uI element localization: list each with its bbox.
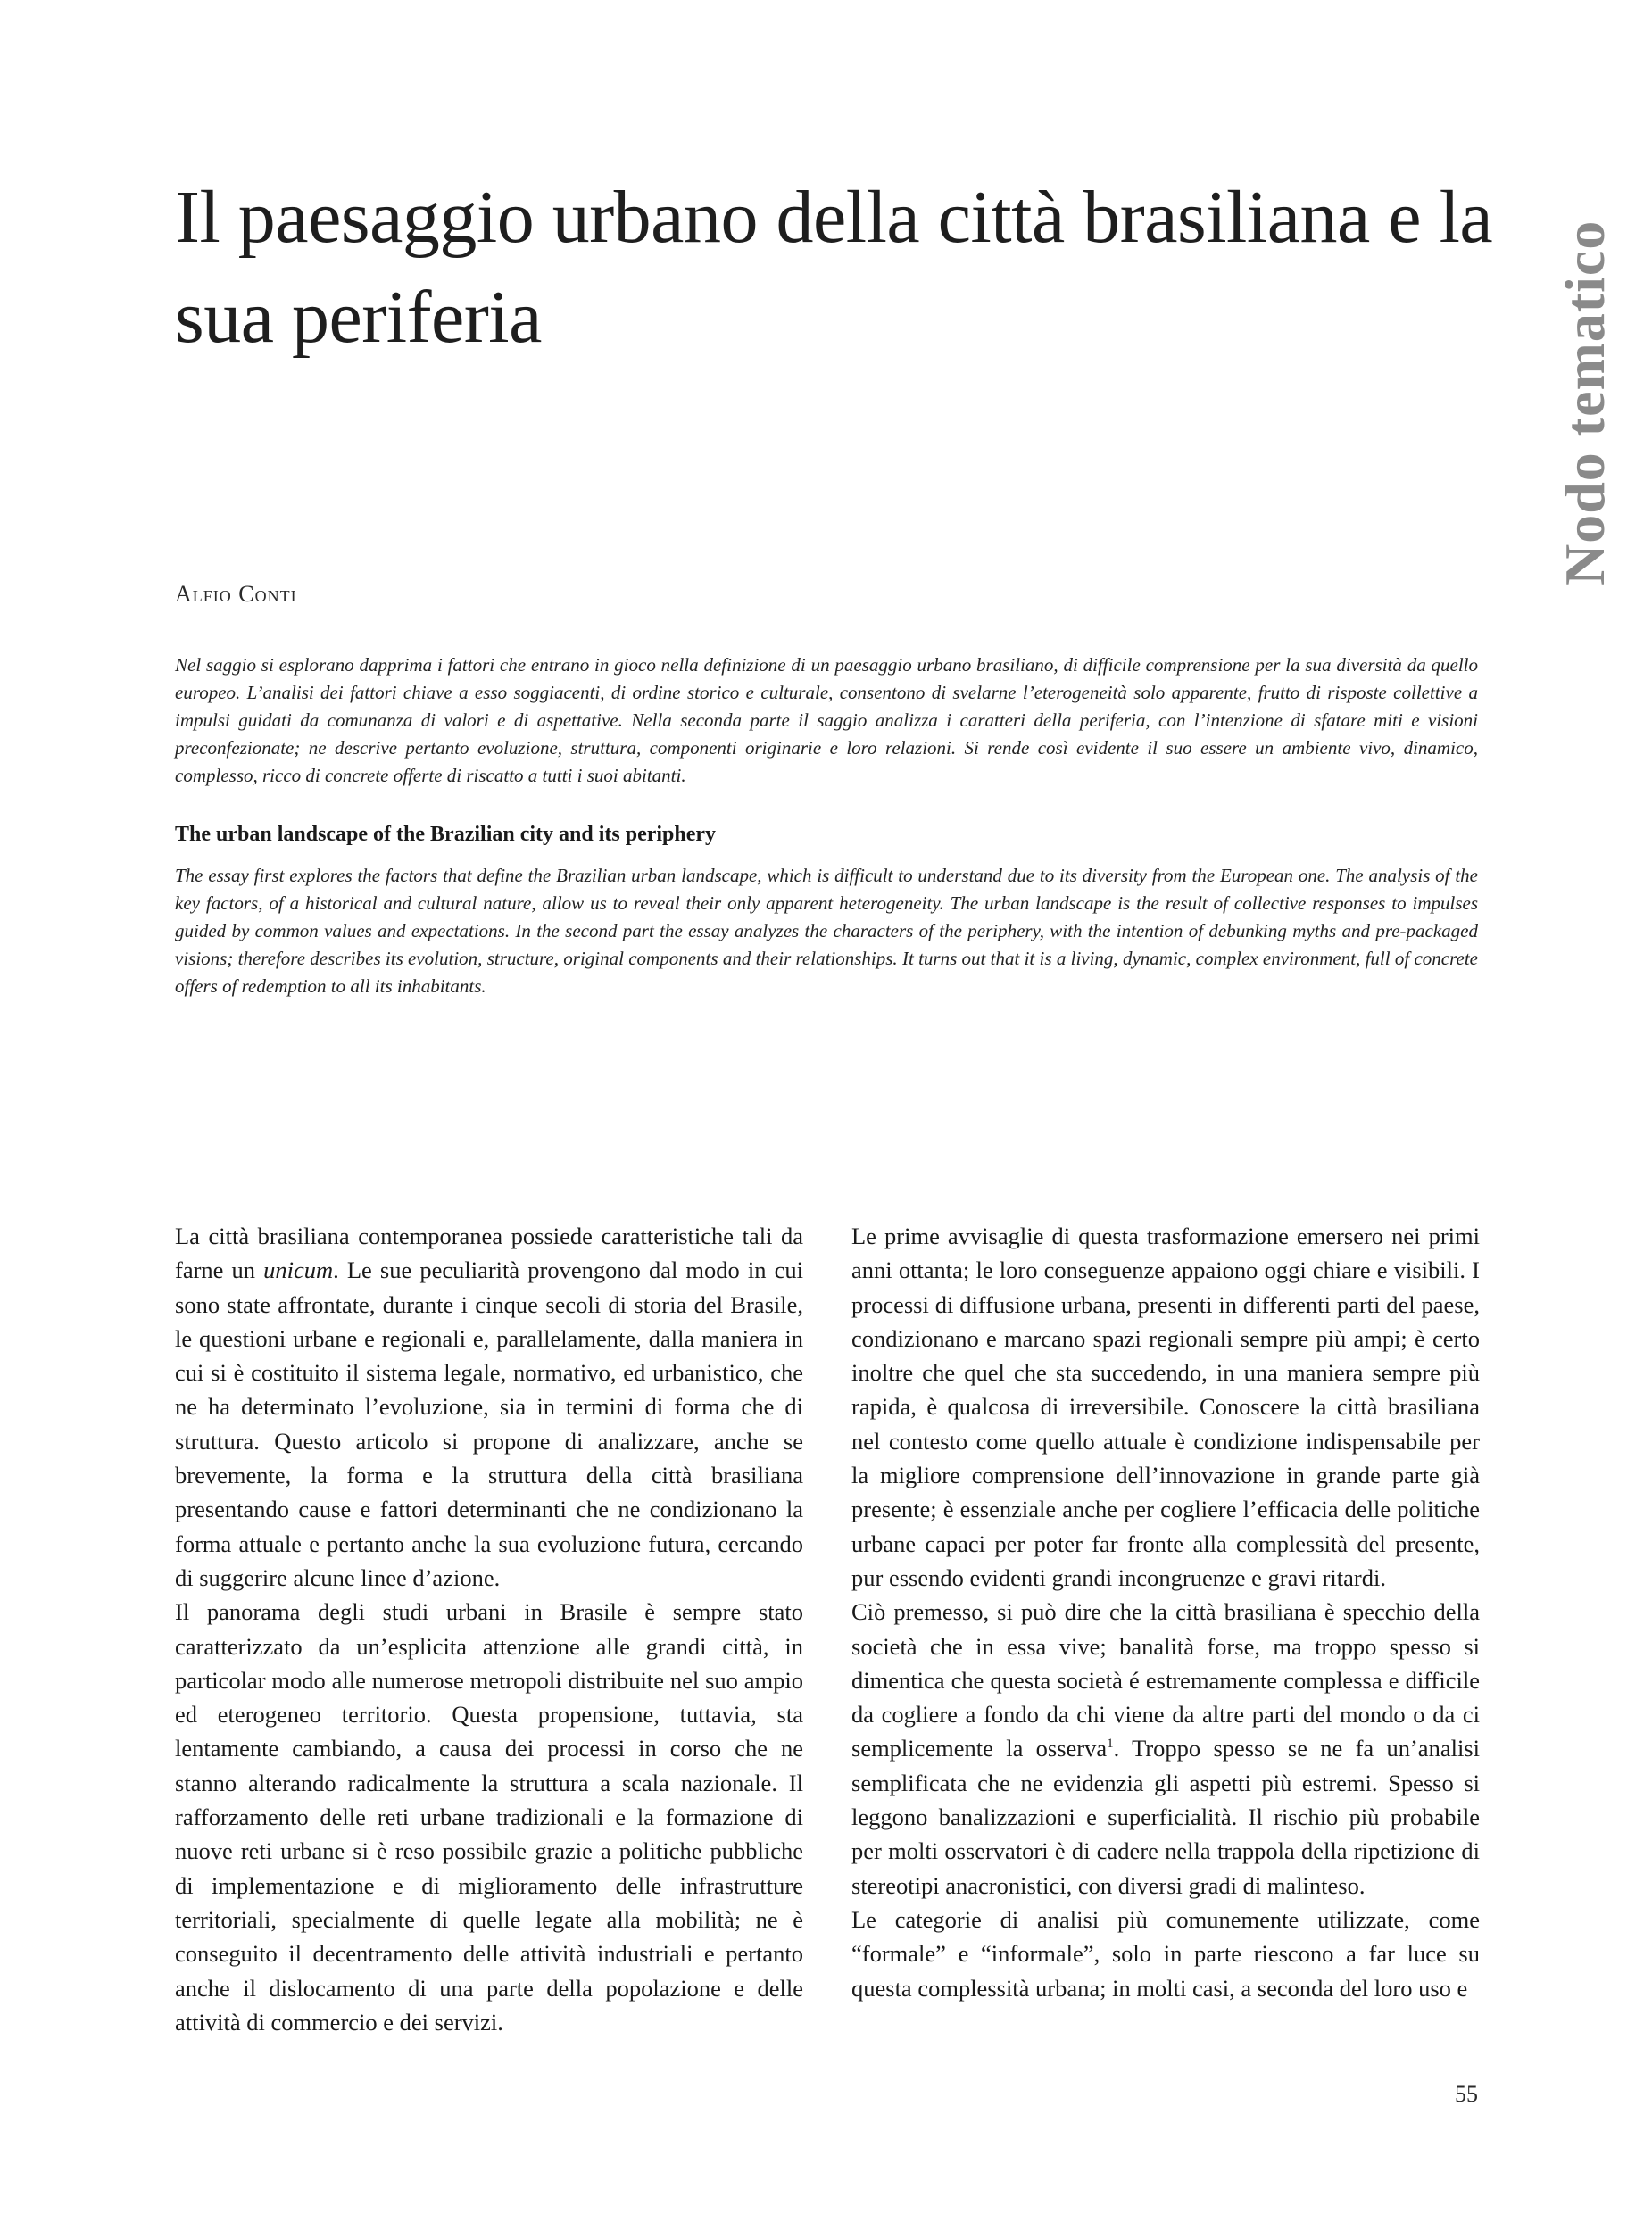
author-name: Alfio Conti: [175, 581, 297, 607]
page-number: 55: [1455, 2081, 1478, 2107]
body-paragraph: [851, 1595, 1480, 1903]
abstract-italian: Nel saggio si esplorano dapprima i fattori che entrano in gioco nella definizione di un paesaggio urbano brasiliano, di difficile comprensione per la sua diversità da quello europeo. L’analisi dei fattori chiave a esso soggiacenti, di ordine storico e culturale, consentono di svelarne l’eterogeneità solo apparente, frutto di risposte collettive a impulsi guidati da comunanza di valori e di aspettative. Nella seconda parte il saggio analizza i caratteri della periferia, con l’intenzione di sfatare miti e visioni preconfezionate; ne descrive pertanto evoluzione, struttura, componenti originarie e loro relazioni. Si rende così evidente il suo essere un ambiente vivo, dinamico, complesso, ricco di concrete offerte di riscatto a tutti i suoi abitanti.: [175, 654, 1478, 786]
body-text: . Troppo spesso se ne fa un’analisi semplificata che ne evidenzia gli aspetti più estremi. Spesso si leggono banalizzazioni e superficialità. Il rischio più probabile per molti osservatori è di cadere nella trappola della ripetizione di stereotipi anacronistici, con diversi gradi di malinteso.: [851, 1735, 1480, 1899]
abstract-english-title: The urban landscape of the Brazilian city and its periphery: [175, 823, 717, 846]
body-paragraph: Le categorie di analisi più comunemente utilizzate, come “formale” e “informale”, solo in parte riescono a far luce su questa complessità urbana; in molti casi, a seconda del loro uso e: [851, 1905, 1480, 2002]
body-text: . Le sue peculiarità provengono dal modo in cui sono state affrontate, durante i cinque secoli di storia del Brasile, le questioni urbane e regionali e, parallelamente, dalla maniera in cui si è costituito il sistema legale, normativo, ed urbanistico, che ne ha determinato l’evoluzione, sia in termini di forma che di struttura. Questo articolo si propone di analizzare, anche se brevemente, la forma e la struttura della città brasiliana presentando cause e fattori determinanti che ne condizionano la forma attuale e pertanto anche la sua evoluzione futura, cercando di suggerire alcune linee d’azione.: [175, 1256, 803, 1591]
abstract-english: The essay first explores the factors that define the Brazilian urban landscape, which is difficult to understand due to its diversity from the European one. The analysis of the key factors, of a historical and cultural nature, allow us to reveal their only apparent heterogeneity. The urban landscape is the result of collective responses to impulses guided by common values and expectations. In the second part the essay analyzes the characters of the periphery, with the intention of debunking myths and pre-packaged visions; therefore describes its evolution, structure, original components and their relationships. It turns out that it is a living, dynamic, complex environment, full of concrete offers of redemption to all its inhabitants.: [175, 865, 1478, 997]
article-title: Il paesaggio urbano della città brasiliana e la sua periferia: [175, 176, 1493, 359]
footnote-marker[interactable]: 1: [1107, 1737, 1114, 1752]
section-tag: Nodo tematico: [1553, 220, 1616, 585]
body-column-right: [851, 1219, 1480, 2005]
body-column-left: [175, 1219, 803, 2039]
body-emphasis: unicum: [263, 1256, 334, 1284]
body-paragraph: Il panorama degli studi urbani in Brasile è sempre stato caratterizzato da un’esplicita attenzione alle grandi città, in particolar modo alle numerose metropoli distribuite nel suo ampio ed eterogeneo territorio. Questa propensione, tuttavia, sta lentamente cambiando, a causa dei processi in corso che ne stanno alterando radicalmente la struttura a scala nazionale. Il rafforzamento delle reti urbane tradizionali e la formazione di nuove reti urbane si è reso possibile grazie a politiche pubbliche di implementazione e di miglioramento delle infrastrutture territoriali, specialmente di quelle legate alla mobilità; ne è conseguito il decentramento delle attività industriali e pertanto anche il dislocamento di una parte della popolazione e delle attività di commercio e dei servizi.: [175, 1598, 803, 2036]
body-paragraph: Le prime avvisaglie di questa trasformazione emersero nei primi anni ottanta; le loro conseguenze appaiono oggi chiare e visibili. I processi di diffusione urbana, presenti in differenti parti del paese, condizionano e marcano spazi regionali sempre più ampi; è certo inoltre che quel che sta succedendo, in una maniera sempre più rapida, è qualcosa di irreversibile. Conoscere la città brasiliana nel contesto come quello attuale è condizione indispensabile per la migliore comprensione dell’innovazione in grande parte già presente; è essenziale anche per cogliere l’efficacia delle politiche urbane capaci per poter far fronte alla complessità del presente, pur essendo evidenti grandi incongruenze e gravi ritardi.: [851, 1223, 1480, 1591]
body-text: Ciò premesso, si può dire che la città brasiliana è specchio della società che in essa vive; banalità forse, ma troppo spesso si dimentica che questa società é estremamente complessa e difficile da cogliere a fondo da chi viene da altre parti del mondo o da ci semplicemente la osserva: [851, 1598, 1480, 1762]
body-text: La città brasiliana contemporanea possiede caratteristiche tali da farne un: [175, 1223, 803, 1284]
body-paragraph: [175, 1219, 803, 1595]
